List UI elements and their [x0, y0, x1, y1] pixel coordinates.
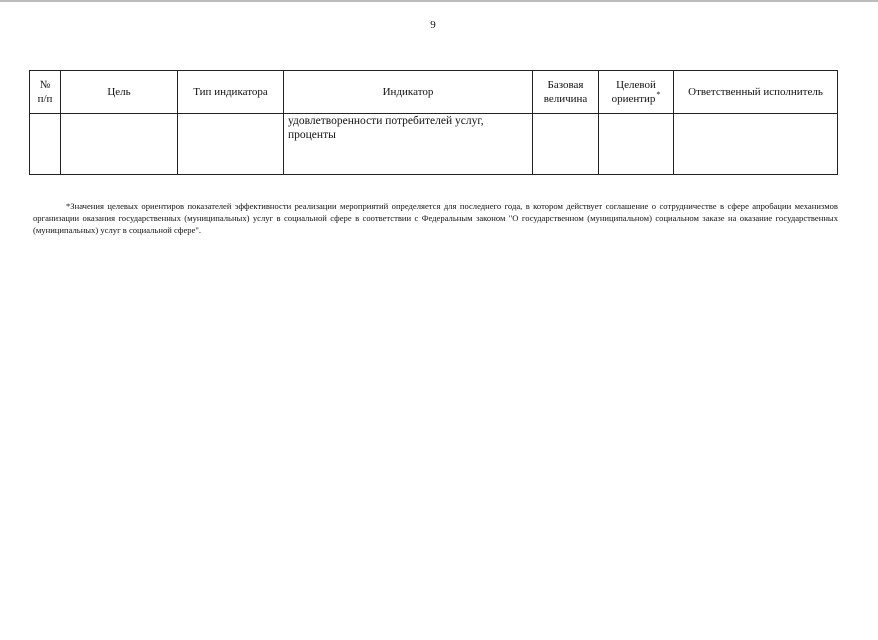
- table-header-row: [30, 71, 838, 114]
- header-target-label: Целевой ориентир: [611, 78, 656, 105]
- cell-responsible: [674, 114, 838, 175]
- page-number: 9: [430, 19, 436, 31]
- header-responsible: Ответственный исполнитель: [674, 71, 838, 114]
- cell-goal: [61, 114, 178, 175]
- header-indicator-type: Тип индикатора: [178, 71, 284, 114]
- header-base-value: Базовая величина: [533, 71, 599, 114]
- header-target: [599, 71, 674, 114]
- table-row: [30, 114, 838, 175]
- indicators-table: [29, 70, 838, 175]
- cell-number: [30, 114, 61, 175]
- header-goal: Цель: [61, 71, 178, 114]
- cell-indicator-type: [178, 114, 284, 175]
- header-indicator: Индикатор: [284, 71, 533, 114]
- cell-indicator: удовлетворенности потребителей услуг, проценты: [284, 114, 533, 175]
- footnote-marker: *: [656, 89, 661, 99]
- footnote: *Значения целевых ориентиров показателей эффективности реализации мероприятий определяется для последнего года, в котором действует соглашение о сотрудничестве в сфере апробации механизмов организации оказания государственных (муниципальных) услуг в социальной сфере в соответствии с Федеральным законом "О государственном (муниципальном) социальном заказе на оказание государственных (муниципальных) услуг в социальной сфере".: [33, 201, 838, 235]
- page-top-edge: [0, 0, 878, 2]
- header-number: № п/п: [30, 71, 61, 114]
- cell-target: [599, 114, 674, 175]
- cell-base-value: [533, 114, 599, 175]
